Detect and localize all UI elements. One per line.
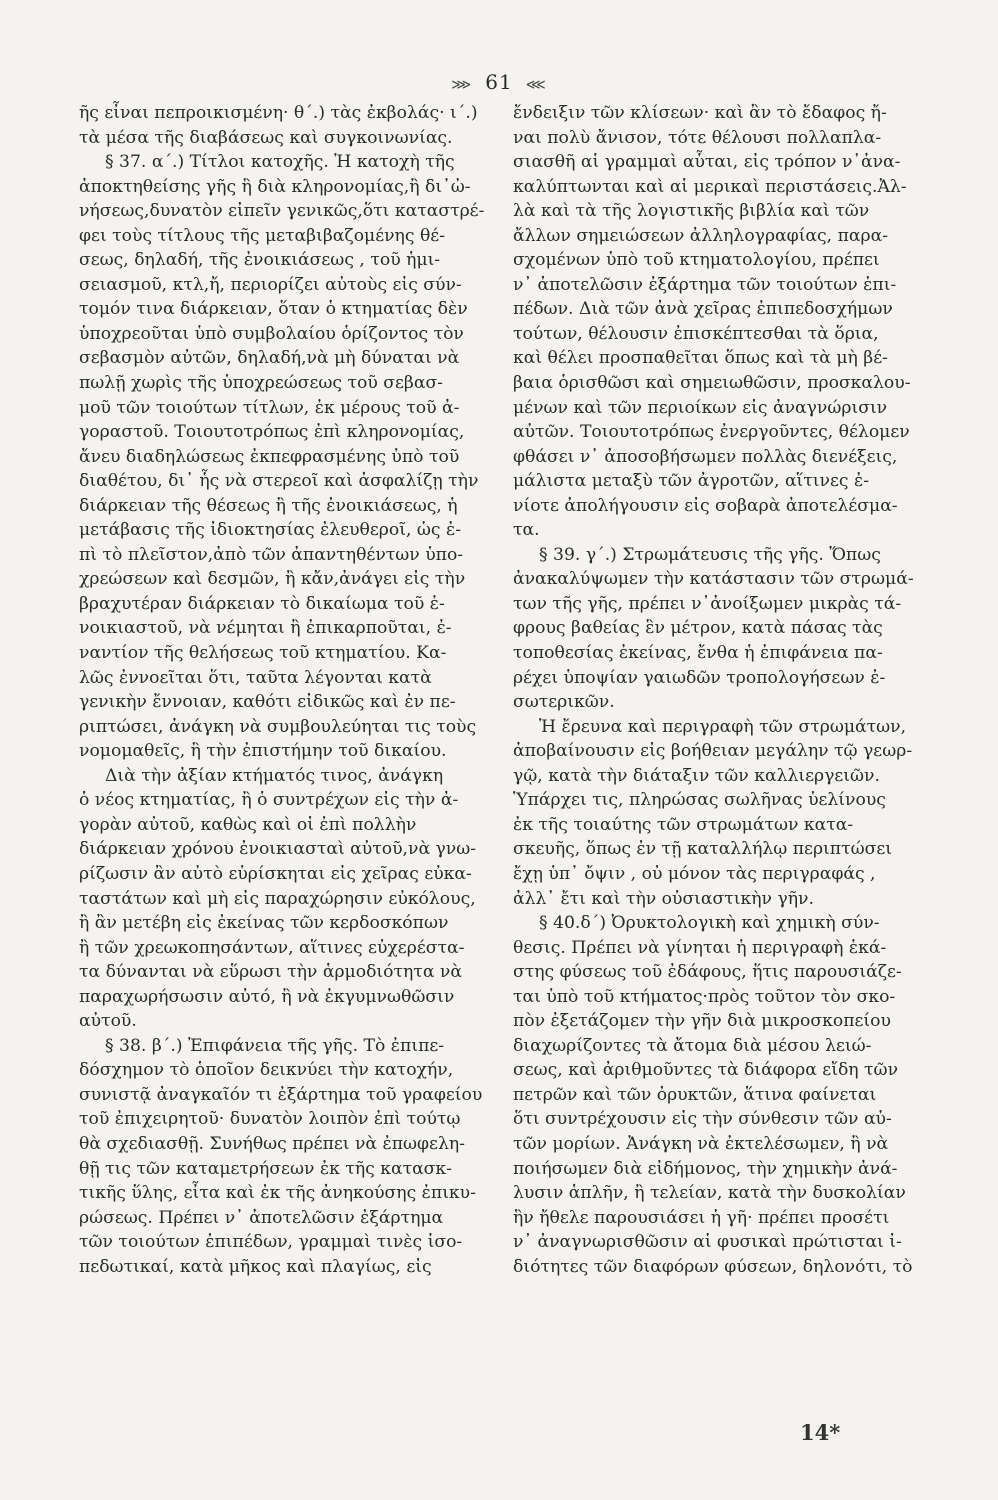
text-line: ὅτι συντρέχουσιν εἰς τὴν σύνθεσιν τῶν αὐ-: [513, 1109, 892, 1130]
text-line: τοποθεσίας ἐκείνας, ἔνθα ἡ ἐπιφάνεια πα-: [513, 643, 883, 664]
text-line: μετάβασις τῆς ἰδιοκτησίας ἐλευθεροῖ, ὡς ἐ-: [79, 520, 462, 541]
text-line: ναντίον τῆς θελήσεως τοῦ κτηματίου. Κα-: [79, 643, 447, 664]
text-line: γῷ, κατὰ τὴν διάταξιν τῶν καλλιεργειῶν.: [513, 765, 880, 786]
text-line: διότητες τῶν διαφόρων φύσεων, δηλονότι, τὸ: [513, 1256, 913, 1277]
text-line: θὰ σχεδιασθῇ. Συνήθως πρέπει νὰ ἐπωφελη-: [79, 1133, 465, 1154]
text-line: τῶν μορίων. Ἀνάγκη νὰ ἐκτελέσωμεν, ἢ νὰ: [513, 1133, 889, 1154]
text-line: τοῦ ἐπιχειρητοῦ· δυνατὸν λοιπὸν ἐπὶ τούτῳ: [79, 1109, 461, 1130]
page-number: 61: [485, 70, 513, 94]
text-line: ὁ νέος κτηματίας, ἢ ὁ συντρέχων εἰς τὴν ἀ-: [79, 790, 459, 811]
signature-mark: 14*: [800, 1420, 841, 1445]
text-line: ν᾽ ἀναγνωρισθῶσιν αἱ φυσικαὶ πρώτισται ἰ-: [513, 1232, 902, 1253]
text-line: τούτων, θέλουσιν ἐπισκέπτεσθαι τὰ ὅρια,: [513, 323, 879, 344]
text-line: τικῆς ὕλης, εἶτα καὶ ἐκ τῆς ἀνηκούσης ἐπικυ-: [79, 1183, 476, 1204]
text-line: Ὑπάρχει τις, πληρώσας σωλῆνας ὑελίνους: [513, 790, 886, 811]
text-line: ἔχῃ ὑπ᾽ ὄψιν , οὐ μόνον τὰς περιγραφάς ,: [513, 863, 876, 884]
text-line: σεβασμὸν αὐτῶν, δηλαδή,νὰ μὴ δύναται νὰ: [79, 348, 460, 369]
text-line: λὰ καὶ τὰ τῆς λογιστικῆς βιβλία καὶ τῶν: [513, 201, 870, 222]
text-line: διαχωρίζοντες τὰ ἄτομα διὰ μέσου λειώ-: [513, 1035, 872, 1056]
text-line: ῆς εἶναι πεπροικισμένη· θ΄.) τὰς ἐκβολάς· ι΄.): [79, 103, 478, 123]
text-line: σωτερικῶν.: [513, 692, 615, 713]
text-line: νήσεως,δυνατὸν εἰπεῖν γενικῶς,ὅτι καταστρέ-: [79, 201, 485, 222]
text-line: ται ὑπὸ τοῦ κτήματος·πρὸς τοῦτον τὸν σκο-: [513, 986, 896, 1007]
text-line: καλύπτωνται καὶ αἱ μερικαὶ περιστάσεις.Ἀλ-: [513, 176, 907, 197]
left-text-column: [79, 101, 489, 1279]
text-line: σεως, καὶ ἀριθμοῦντες τὰ διάφορα εἴδη τῶν: [513, 1060, 899, 1081]
text-line: σιασθῆ αἱ γραμμαὶ αὗται, εἰς τρόπον ν᾽ἀνα-: [513, 152, 901, 173]
text-line: αὐτοῦ.: [79, 1011, 137, 1032]
text-line: § 38. β΄.) Ἐπιφάνεια τῆς γῆς. Τὸ ἐπιπε-: [105, 1035, 445, 1056]
text-line: ἀποκτηθείσης γῆς ἢ διὰ κληρονομίας,ἢ δι᾽ὠ-: [79, 176, 471, 197]
text-line: στης φύσεως τοῦ ἐδάφους, ἥτις παρουσιάζε-: [513, 962, 902, 983]
text-line: ἀλλ᾽ ἔτι καὶ τὴν οὐσιαστικὴν γῆν.: [513, 888, 814, 909]
text-line: πετρῶν καὶ τῶν ὀρυκτῶν, ἅτινα φαίνεται: [513, 1084, 877, 1105]
text-line: ἐκ τῆς τοιαύτης τῶν στρωμάτων κατα-: [513, 814, 854, 835]
text-line: ἀνακαλύψωμεν τὴν κατάστασιν τῶν στρωμά-: [513, 569, 914, 590]
ornament-right-icon: ⋘: [525, 77, 547, 93]
text-line: § 37. α΄.) Τίτλοι κατοχῆς. Ἡ κατοχὴ τῆς: [105, 152, 455, 173]
text-line: γοραστοῦ. Τοιουτοτρόπως ἐπὶ κληρονομίας,: [79, 422, 465, 443]
text-line: μοῦ τῶν τοιούτων τίτλων, ἐκ μέρους τοῦ ἀ-: [79, 397, 460, 418]
text-line: ἀποβαίνουσιν εἰς βοήθειαν μεγάλην τῷ γεωρ-: [513, 741, 913, 762]
ornament-left-icon: ⋙: [451, 77, 473, 93]
text-line: ἄνευ διαδηλώσεως ἐκπεφρασμένης ὑπὸ τοῦ: [79, 446, 460, 467]
text-line: τῶν τοιούτων ἐπιπέδων, γραμμαὶ τινὲς ἰσο-: [79, 1232, 463, 1253]
text-line: ἢ ἂν μετέβη εἰς ἐκείνας τῶν κερδοσκόπων: [79, 913, 449, 934]
text-line: λυσιν ἁπλῆν, ἢ τελείαν, κατὰ τὴν δυσκολίαν: [513, 1183, 906, 1204]
text-line: νίοτε ἀπολήγουσιν εἰς σοβαρὰ ἀποτελέσμα-: [513, 495, 898, 516]
text-line: ὑποχρεοῦται ὑπὸ συμβολαίου ὁρίζοντος τὸν: [79, 323, 464, 344]
text-line: παραχωρήσωσιν αὐτό, ἢ νὰ ἐκγυμνωθῶσιν: [79, 986, 455, 1007]
text-line: των τῆς γῆς, πρέπει ν᾽ἀνοίξωμεν μικρὰς τά-: [513, 593, 902, 614]
text-line: ἣν ἤθελε παρουσιάσει ἡ γῆ· πρέπει προσέτι: [513, 1207, 890, 1228]
text-line: σεως, δηλαδή, τῆς ἐνοικιάσεως , τοῦ ἡμι-: [79, 250, 441, 271]
text-line: γενικὴν ἔννοιαν, καθότι εἰδικῶς καὶ ἐν πε-: [79, 692, 456, 713]
text-line: θεσις. Πρέπει νὰ γίνηται ἡ περιγραφὴ ἑκά-: [513, 937, 887, 958]
text-line: ταστάτων καὶ μὴ εἰς παραχώρησιν εὐκόλους,: [79, 888, 476, 909]
text-line: τομόν τινα διάρκειαν, ὅταν ὁ κτηματίας δὲν: [79, 299, 468, 320]
text-line: πεδωτικαί, κατὰ μῆκος καὶ πλαγίως, εἰς: [79, 1256, 432, 1277]
text-line: μένων καὶ τῶν περιοίκων εἰς ἀναγνώρισιν: [513, 397, 888, 418]
text-line: γορὰν αὐτοῦ, καθὼς καὶ οἱ ἐπὶ πολλὴν: [79, 814, 417, 835]
text-line: ἢ τῶν χρεωκοπησάντων, αἵτινες εὐχερέστα-: [79, 937, 465, 958]
text-line: αὐτῶν. Τοιουτοτρόπως ἐνεργοῦντες, θέλομεν: [513, 422, 910, 443]
text-line: πὶ τὸ πλεῖστον,ἀπὸ τῶν ἀπαντηθέντων ὑπο-: [79, 544, 464, 565]
text-line: ριπτώσει, ἀνάγκη νὰ συμβουλεύηται τις τοὺς: [79, 716, 477, 737]
text-line: τα δύνανται νὰ εὕρωσι τὴν ἁρμοδιότητα νὰ: [79, 962, 462, 983]
text-line: ρίζωσιν ἂν αὐτὸ εὑρίσκηται εἰς χεῖρας εὐκα-: [79, 863, 472, 884]
text-line: βαια ὁρισθῶσι καὶ σημειωθῶσιν, προσκαλου-: [513, 373, 911, 394]
text-line: τὰ μέσα τῆς διαβάσεως καὶ συγκοινωνίας.: [79, 127, 453, 148]
text-line: Ἡ ἔρευνα καὶ περιγραφὴ τῶν στρωμάτων,: [539, 716, 907, 737]
text-line: χρεώσεων καὶ δεσμῶν, ἢ κἄν,ἀνάγει εἰς τὴν: [79, 569, 466, 590]
text-line: δόσχημον τὸ ὁποῖον δεικνύει τὴν κατοχήν,: [79, 1060, 454, 1081]
text-line: θῇ τις τῶν καταμετρήσεων ἐκ τῆς κατασκ-: [79, 1158, 452, 1179]
text-line: διάρκειαν τῆς θέσεως ἢ τῆς ἐνοικιάσεως, ἡ: [79, 495, 458, 516]
text-line: βραχυτέραν διάρκειαν τὸ δικαίωμα τοῦ ἐ-: [79, 593, 445, 614]
text-line: τα.: [513, 520, 540, 541]
text-line: § 40.δ΄) Ὀρυκτολογικὴ καὶ χημικὴ σύν-: [539, 913, 880, 934]
text-line: ναι πολὺ ἄνισον, τότε θέλουσι πολλαπλα-: [513, 127, 882, 148]
text-line: ἔνδειξιν τῶν κλίσεων· καὶ ἂν τὸ ἔδαφος ἤ-: [513, 103, 887, 123]
text-line: σκευῆς, ὅπως ἐν τῇ καταλλήλῳ περιπτώσει: [513, 839, 892, 860]
text-line: ρέχει ὑποψίαν γαιωδῶν τροπολογήσεων ἐ-: [513, 667, 886, 688]
text-line: ἄλλων σημειώσεων ἀλληλογραφίας, παρα-: [513, 225, 889, 246]
text-line: νοικιαστοῦ, νὰ νέμηται ἢ ἐπικαρποῦται, ἐ-: [79, 618, 452, 639]
text-line: πὸν ἐξετάζομεν τὴν γῆν διὰ μικροσκοπείου: [513, 1011, 891, 1032]
text-line: ποιήσωμεν διὰ εἰδήμονος, τὴν χημικὴν ἀνά-: [513, 1158, 898, 1179]
text-line: διάρκειαν χρόνου ἐνοικιασταὶ αὐτοῦ,νὰ γνω-: [79, 839, 477, 860]
text-line: μάλιστα μεταξὺ τῶν ἀγροτῶν, αἵτινες ἐ-: [513, 471, 870, 492]
text-line: συνιστᾷ ἀναγκαῖόν τι ἐξάρτημα τοῦ γραφείου: [79, 1084, 483, 1105]
text-line: καὶ θέλει προσπαθεῖται ὅπως καὶ τὰ μὴ βέ-: [513, 348, 888, 369]
text-line: φει τοὺς τίτλους τῆς μεταβιβαζομένης θέ-: [79, 225, 446, 246]
page-header: [0, 70, 998, 94]
text-line: σειασμοῦ, κτλ,ἤ, περιορίζει αὐτοὺς εἰς σύν-: [79, 274, 462, 295]
text-line: ρώσεως. Πρέπει ν᾽ ἀποτελῶσιν ἐξάρτημα: [79, 1207, 444, 1228]
text-line: πωλῇ χωρὶς τῆς ὑποχρεώσεως τοῦ σεβασ-: [79, 373, 443, 394]
text-line: σχομένων ὑπὸ τοῦ κτηματολογίου, πρέπει: [513, 250, 880, 271]
text-line: νομομαθεῖς, ἢ τὴν ἐπιστήμην τοῦ δικαίου.: [79, 741, 447, 762]
text-line: Διὰ τὴν ἀξίαν κτήματός τινος, ἀνάγκη: [105, 765, 444, 786]
text-line: πέδων. Διὰ τῶν ἀνὰ χεῖρας ἐπιπεδοσχήμων: [513, 299, 893, 320]
text-line: λῶς ἐννοεῖται ὅτι, ταῦτα λέγονται κατὰ: [79, 667, 432, 688]
text-line: ν᾽ ἀποτελῶσιν ἐξάρτημα τῶν τοιούτων ἐπι-: [513, 274, 897, 295]
right-text-column: [513, 101, 925, 1279]
text-line: διαθέτου, δι᾽ ἧς νὰ στερεοῖ καὶ ἀσφαλίζῃ τὴν: [79, 471, 479, 492]
text-line: § 39. γ΄.) Στρωμάτευσις τῆς γῆς. Ὅπως: [539, 544, 881, 565]
text-line: φθάσει ν᾽ ἀποσοβήσωμεν πολλὰς διενέξεις,: [513, 446, 898, 467]
text-line: φρους βαθείας ἓν μέτρον, κατὰ πάσας τὰς: [513, 618, 883, 639]
